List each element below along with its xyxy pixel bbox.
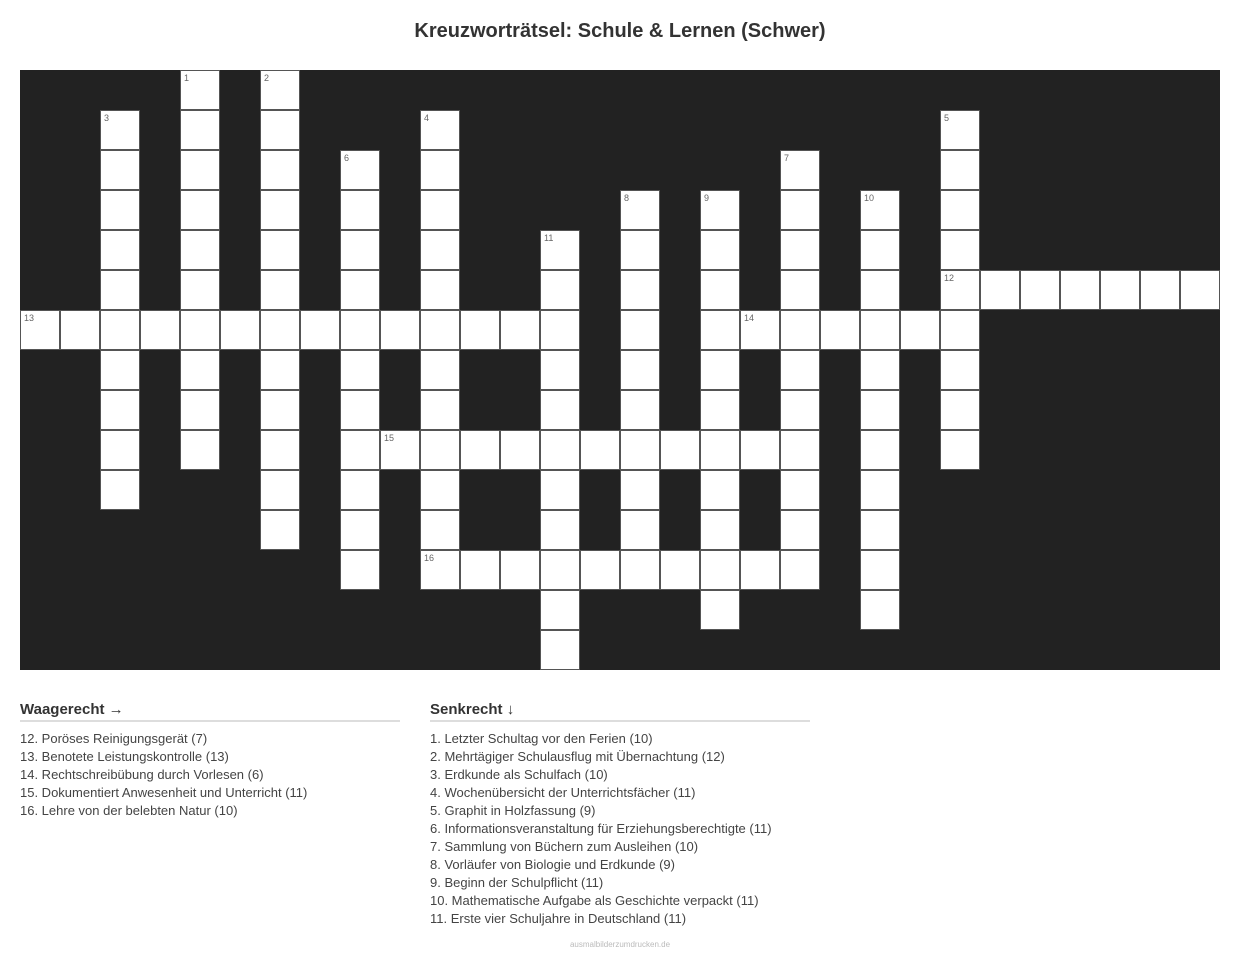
crossword-cell[interactable] [180,350,220,390]
crossword-cell[interactable] [660,430,700,470]
crossword-cell[interactable] [220,310,260,350]
crossword-cell[interactable] [260,190,300,230]
cell-number: 4 [424,113,430,123]
crossword-cell[interactable] [860,510,900,550]
crossword-cell[interactable] [340,230,380,270]
crossword-cell[interactable] [420,510,460,550]
crossword-cell[interactable] [60,310,100,350]
crossword-cell[interactable] [620,390,660,430]
crossword-cell[interactable] [540,390,580,430]
crossword-cell[interactable] [1140,270,1180,310]
crossword-cell[interactable] [540,590,580,630]
crossword-cell[interactable] [460,430,500,470]
crossword-cell[interactable] [380,310,420,350]
crossword-cell[interactable] [620,550,660,590]
crossword-cell[interactable] [940,110,980,150]
crossword-cell[interactable] [620,470,660,510]
across-clue: 15. Dokumentiert Anwesenheit und Unterricht (11) [20,785,308,800]
down-clue: 9. Beginn der Schulpflicht (11) [430,875,604,890]
crossword-cell[interactable] [860,430,900,470]
down-clue: 2. Mehrtägiger Schulausflug mit Übernachtung (12) [430,749,725,764]
crossword-cell[interactable] [340,550,380,590]
crossword-cell[interactable] [340,390,380,430]
crossword-cell[interactable] [460,550,500,590]
crossword-cell[interactable] [780,430,820,470]
crossword-cell[interactable] [940,310,980,350]
crossword-cell[interactable] [260,510,300,550]
crossword-cell[interactable] [820,310,860,350]
crossword-cell[interactable] [180,70,220,110]
crossword-cell[interactable] [860,310,900,350]
crossword-cell[interactable] [420,390,460,430]
crossword-cell[interactable] [940,390,980,430]
crossword-cell[interactable] [420,470,460,510]
crossword-grid [20,70,1220,670]
crossword-cell[interactable] [100,390,140,430]
down-clue: 5. Graphit in Holzfassung (9) [430,803,596,818]
down-heading: Senkrecht ↓ [430,700,810,722]
crossword-cell[interactable] [700,310,740,350]
crossword-cell[interactable] [860,190,900,230]
crossword-cell[interactable] [1020,270,1060,310]
cell-number: 5 [944,113,950,123]
across-clues-section [20,700,400,820]
crossword-cell[interactable] [180,110,220,150]
crossword-cell[interactable] [140,310,180,350]
crossword-cell[interactable] [180,190,220,230]
crossword-cell[interactable] [180,150,220,190]
cell-number: 16 [424,553,435,563]
down-clue: 10. Mathematische Aufgabe als Geschichte verpackt (11) [430,893,759,908]
crossword-cell[interactable] [420,230,460,270]
crossword-cell[interactable] [340,430,380,470]
crossword-cell[interactable] [860,590,900,630]
crossword-cell[interactable] [700,550,740,590]
crossword-cell[interactable] [100,470,140,510]
crossword-cell[interactable] [260,470,300,510]
crossword-cell[interactable] [940,190,980,230]
crossword-cell[interactable] [660,550,700,590]
crossword-cell[interactable] [620,270,660,310]
crossword-cell[interactable] [340,150,380,190]
crossword-cell[interactable] [700,390,740,430]
crossword-cell[interactable] [620,230,660,270]
crossword-cell[interactable] [340,470,380,510]
crossword-cell[interactable] [180,430,220,470]
crossword-cell[interactable] [20,310,60,350]
crossword-cell[interactable] [740,550,780,590]
crossword-cell[interactable] [940,430,980,470]
crossword-cell[interactable] [100,150,140,190]
crossword-cell[interactable] [460,310,500,350]
crossword-cell[interactable] [620,190,660,230]
crossword-cell[interactable] [100,350,140,390]
crossword-cell[interactable] [340,270,380,310]
crossword-cell[interactable] [540,510,580,550]
crossword-cell[interactable] [500,310,540,350]
crossword-cell[interactable] [260,230,300,270]
crossword-cell[interactable] [340,350,380,390]
cell-number: 12 [944,273,955,283]
cell-number: 11 [544,233,554,243]
crossword-cell[interactable] [100,230,140,270]
cell-number: 14 [744,313,755,323]
down-clue: 8. Vorläufer von Biologie und Erdkunde (9) [430,857,675,872]
crossword-cell[interactable] [420,110,460,150]
across-clue: 12. Poröses Reinigungsgerät (7) [20,731,208,746]
crossword-cell[interactable] [620,310,660,350]
crossword-cell[interactable] [340,190,380,230]
cell-number: 8 [624,193,630,203]
footer-credit: ausmalbilderzumdrucken.de [569,940,671,949]
crossword-cell[interactable] [860,350,900,390]
crossword-cell[interactable] [380,430,420,470]
crossword-cell[interactable] [500,550,540,590]
crossword-cell[interactable] [340,310,380,350]
crossword-cell[interactable] [540,310,580,350]
crossword-cell[interactable] [700,270,740,310]
crossword-cell[interactable] [860,270,900,310]
crossword-cell[interactable] [860,470,900,510]
crossword-cell[interactable] [300,310,340,350]
crossword-cell[interactable] [780,310,820,350]
crossword-cell[interactable] [700,350,740,390]
down-clue: 11. Erste vier Schuljahre in Deutschland (11) [430,911,687,926]
down-clue: 3. Erdkunde als Schulfach (10) [430,767,608,782]
crossword-cell[interactable] [780,470,820,510]
crossword-cell[interactable] [420,350,460,390]
crossword-cell[interactable] [420,310,460,350]
crossword-cell[interactable] [740,310,780,350]
down-clue: 4. Wochenübersicht der Unterrichtsfächer (11) [430,785,696,800]
crossword-cell[interactable] [260,70,300,110]
crossword-cell[interactable] [260,310,300,350]
crossword-cell[interactable] [1060,270,1100,310]
crossword-cell[interactable] [180,270,220,310]
crossword-cell[interactable] [420,550,460,590]
crossword-cell[interactable] [100,270,140,310]
cell-number: 6 [344,153,350,163]
crossword-cell[interactable] [260,270,300,310]
cell-number: 13 [24,313,35,323]
crossword-cell[interactable] [900,310,940,350]
crossword-cell[interactable] [580,430,620,470]
crossword-cell[interactable] [540,550,580,590]
crossword-cell[interactable] [620,350,660,390]
crossword-cell[interactable] [700,470,740,510]
crossword-cell[interactable] [340,510,380,550]
crossword-cell[interactable] [700,230,740,270]
crossword-cell[interactable] [260,390,300,430]
crossword-cell[interactable] [860,230,900,270]
crossword-cell[interactable] [100,190,140,230]
crossword-cell[interactable] [780,550,820,590]
across-clue: 13. Benotete Leistungskontrolle (13) [20,749,229,764]
crossword-cell[interactable] [260,150,300,190]
crossword-cell[interactable] [700,510,740,550]
cell-number: 9 [704,193,710,203]
crossword-cell[interactable] [700,590,740,630]
crossword-cell[interactable] [780,350,820,390]
crossword-cell[interactable] [940,150,980,190]
crossword-cell[interactable] [420,430,460,470]
crossword-cell[interactable] [540,430,580,470]
down-clue: 6. Informationsveranstaltung für Erziehungsberechtigte (11) [430,821,772,836]
crossword-cell[interactable] [100,310,140,350]
crossword-cell[interactable] [940,350,980,390]
cell-number: 15 [384,433,395,443]
cell-number: 7 [784,153,790,163]
crossword-cell[interactable] [1180,270,1220,310]
crossword-cell[interactable] [700,190,740,230]
down-clue: 7. Sammlung von Büchern zum Ausleihen (10) [430,839,699,854]
crossword-cell[interactable] [860,550,900,590]
crossword-cell[interactable] [420,190,460,230]
crossword-cell[interactable] [180,390,220,430]
crossword-cell[interactable] [620,430,660,470]
crossword-cell[interactable] [780,390,820,430]
cell-number: 10 [864,193,875,203]
across-heading: Waagerecht → [20,700,400,722]
down-clue: 1. Letzter Schultag vor den Ferien (10) [430,731,653,746]
crossword-cell[interactable] [540,350,580,390]
crossword-cell[interactable] [620,510,660,550]
cell-number: 2 [264,73,270,83]
page-title: Kreuzworträtsel: Schule & Lernen (Schwer) [414,20,826,42]
crossword-cell[interactable] [100,110,140,150]
crossword-cell[interactable] [940,230,980,270]
cell-number: 1 [184,73,190,83]
crossword-cell[interactable] [260,430,300,470]
crossword-cell[interactable] [180,310,220,350]
crossword-cell[interactable] [420,150,460,190]
crossword-cell[interactable] [540,470,580,510]
crossword-cell[interactable] [540,270,580,310]
crossword-cell[interactable] [180,230,220,270]
across-clue: 16. Lehre von der belebten Natur (10) [20,803,238,818]
crossword-cell[interactable] [780,190,820,230]
crossword-cell[interactable] [780,270,820,310]
crossword-cell[interactable] [780,230,820,270]
down-clues-section [430,700,810,928]
across-clue: 14. Rechtschreibübung durch Vorlesen (6) [20,767,264,782]
crossword-cell[interactable] [420,270,460,310]
crossword-cell[interactable] [740,430,780,470]
crossword-cell[interactable] [540,630,580,670]
crossword-cell[interactable] [980,270,1020,310]
crossword-cell[interactable] [260,110,300,150]
crossword-cell[interactable] [540,230,580,270]
crossword-cell[interactable] [580,550,620,590]
cell-number: 3 [104,113,110,123]
crossword-cell[interactable] [700,430,740,470]
crossword-cell[interactable] [860,390,900,430]
crossword-cell[interactable] [260,350,300,390]
crossword-cell[interactable] [940,270,980,310]
crossword-cell[interactable] [780,150,820,190]
crossword-cell[interactable] [100,430,140,470]
crossword-cell[interactable] [780,510,820,550]
crossword-cell[interactable] [500,430,540,470]
crossword-cell[interactable] [1100,270,1140,310]
